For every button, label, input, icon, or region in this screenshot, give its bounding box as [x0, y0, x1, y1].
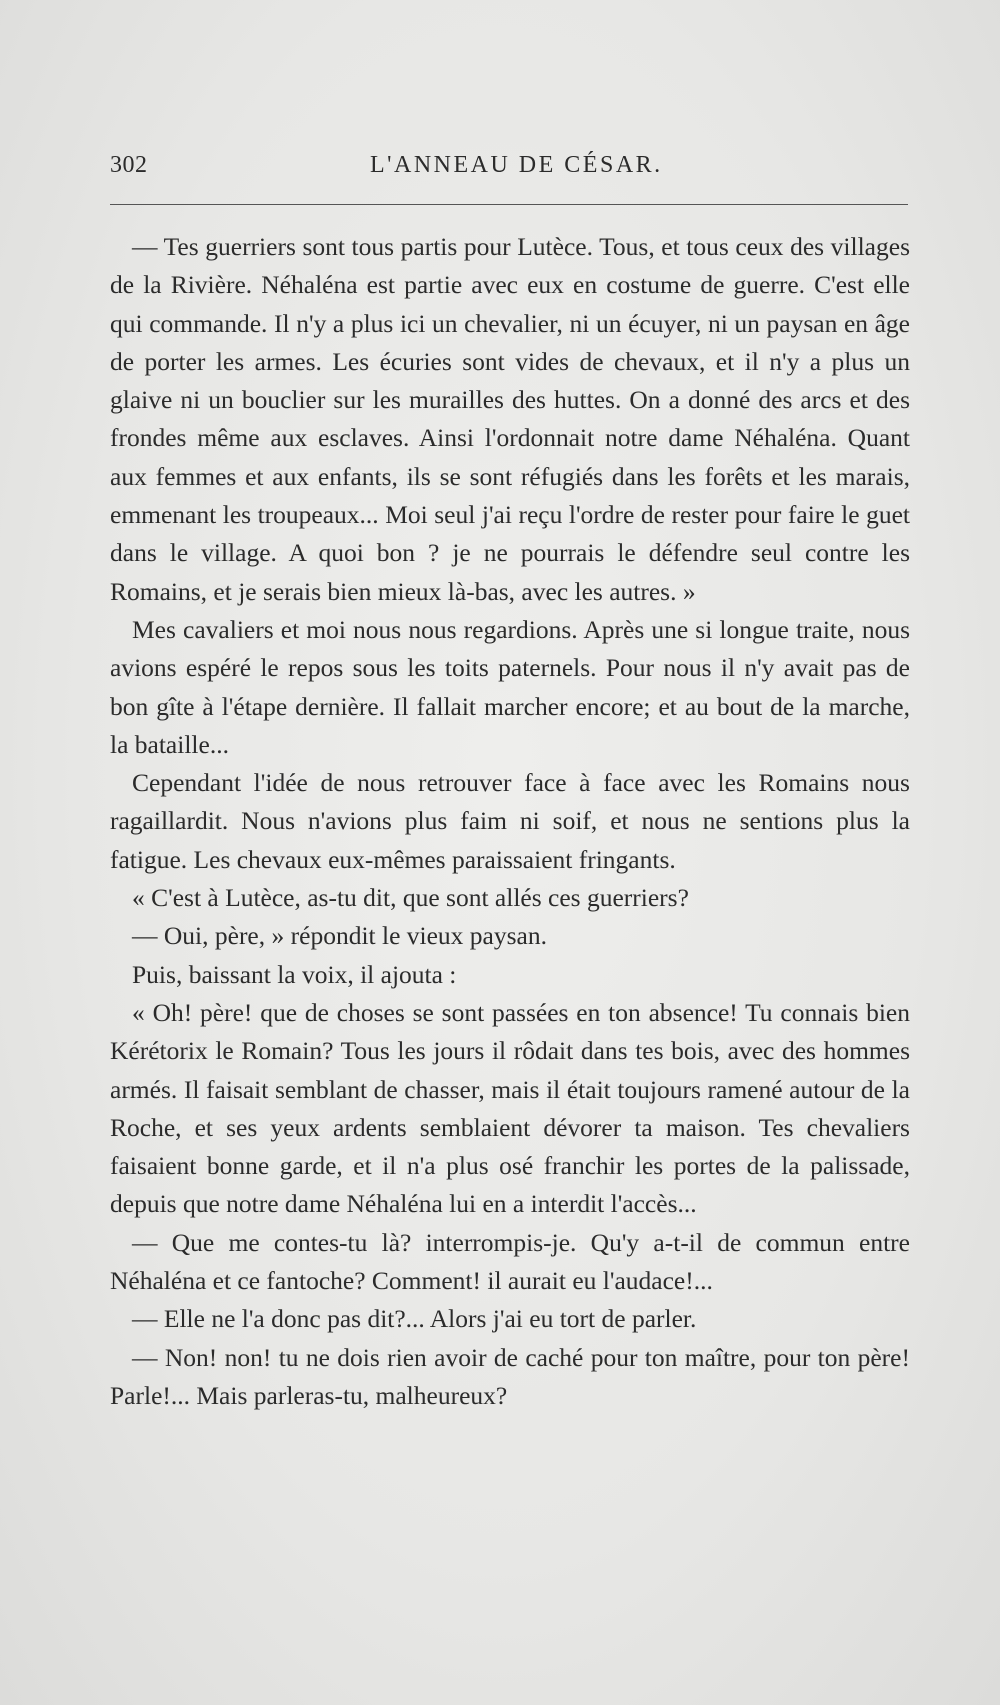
- body-text: [110, 228, 910, 1415]
- paragraph: — Non! non! tu ne dois rien avoir de caché pour ton maître, pour ton père! Parle!... Mais parleras-tu, malheureux?: [110, 1342, 910, 1410]
- paragraph: — Elle ne l'a donc pas dit?... Alors j'ai eu tort de parler.: [132, 1304, 697, 1334]
- running-title: L'ANNEAU DE CÉSAR.: [370, 152, 663, 178]
- paragraph: — Tes guerriers sont tous partis pour Lutèce. Tous, et tous ceux des villages de la Rivière. Néhaléna est partie avec eux en costume de guerre. C'est elle qui commande. Il n'y a plus ici un chevalier, ni un écuyer, ni un paysan en âge de porter les armes. Les écuries sont vides de chevaux, et il n'y a plus un glaive ni un bouclier sur les murailles des huttes. On a donné des arcs et des frondes même aux esclaves. Ainsi l'ordonnait notre dame Néhaléna. Quant aux femmes et aux enfants, ils se sont réfugiés dans les forêts et les marais, emmenant les troupeaux... Moi seul j'ai reçu l'ordre de rester pour faire le guet dans le village. A quoi bon ? je ne pourrais le défendre seul contre les Romains, et je serais bien mieux là-bas, avec les autres. »: [110, 232, 910, 606]
- paragraph: — Que me contes-tu là? interrompis-je. Qu'y a-t-il de commun entre Néhaléna et ce fantoche? Comment! il aurait eu l'audace!...: [110, 1227, 910, 1296]
- header-rule: [110, 204, 908, 205]
- page-number: 302: [110, 152, 148, 178]
- paragraph: « Oh! père! que de choses se sont passées en ton absence! Tu connais bien Kérétorix le Romain? Tous les jours il rôdait dans tes bois, avec des hommes armés. Il faisait semblant de chasser, mais il était toujours ramené autour de la Roche, et ses yeux ardents semblaient dévorer ta maison. Tes chevaliers faisaient bonne garde, et il n'a plus osé franchir les portes de la palissade, depuis que notre dame Néhaléna lui en a interdit l'accès...: [110, 997, 910, 1219]
- paragraph: Puis, baissant la voix, il ajouta :: [132, 959, 457, 989]
- paragraph: Mes cavaliers et moi nous nous regardions. Après une si longue traite, nous avions espéré le repos sous les toits paternels. Pour nous il n'y avait pas de bon gîte à l'étape dernière. Il fallait marcher encore; et au bout de la marche, la bataille...: [110, 614, 910, 759]
- running-head: [110, 152, 908, 188]
- paragraph: — Oui, père, » répondit le vieux paysan.: [132, 921, 547, 951]
- paragraph: Cependant l'idée de nous retrouver face à face avec les Romains nous ragaillardit. Nous n'avions plus faim ni soif, et nous ne sentions plus la fatigue. Les chevaux eux-mêmes paraissaient fringants.: [110, 768, 910, 874]
- paragraph: « C'est à Lutèce, as-tu dit, que sont allés ces guerriers?: [132, 883, 689, 913]
